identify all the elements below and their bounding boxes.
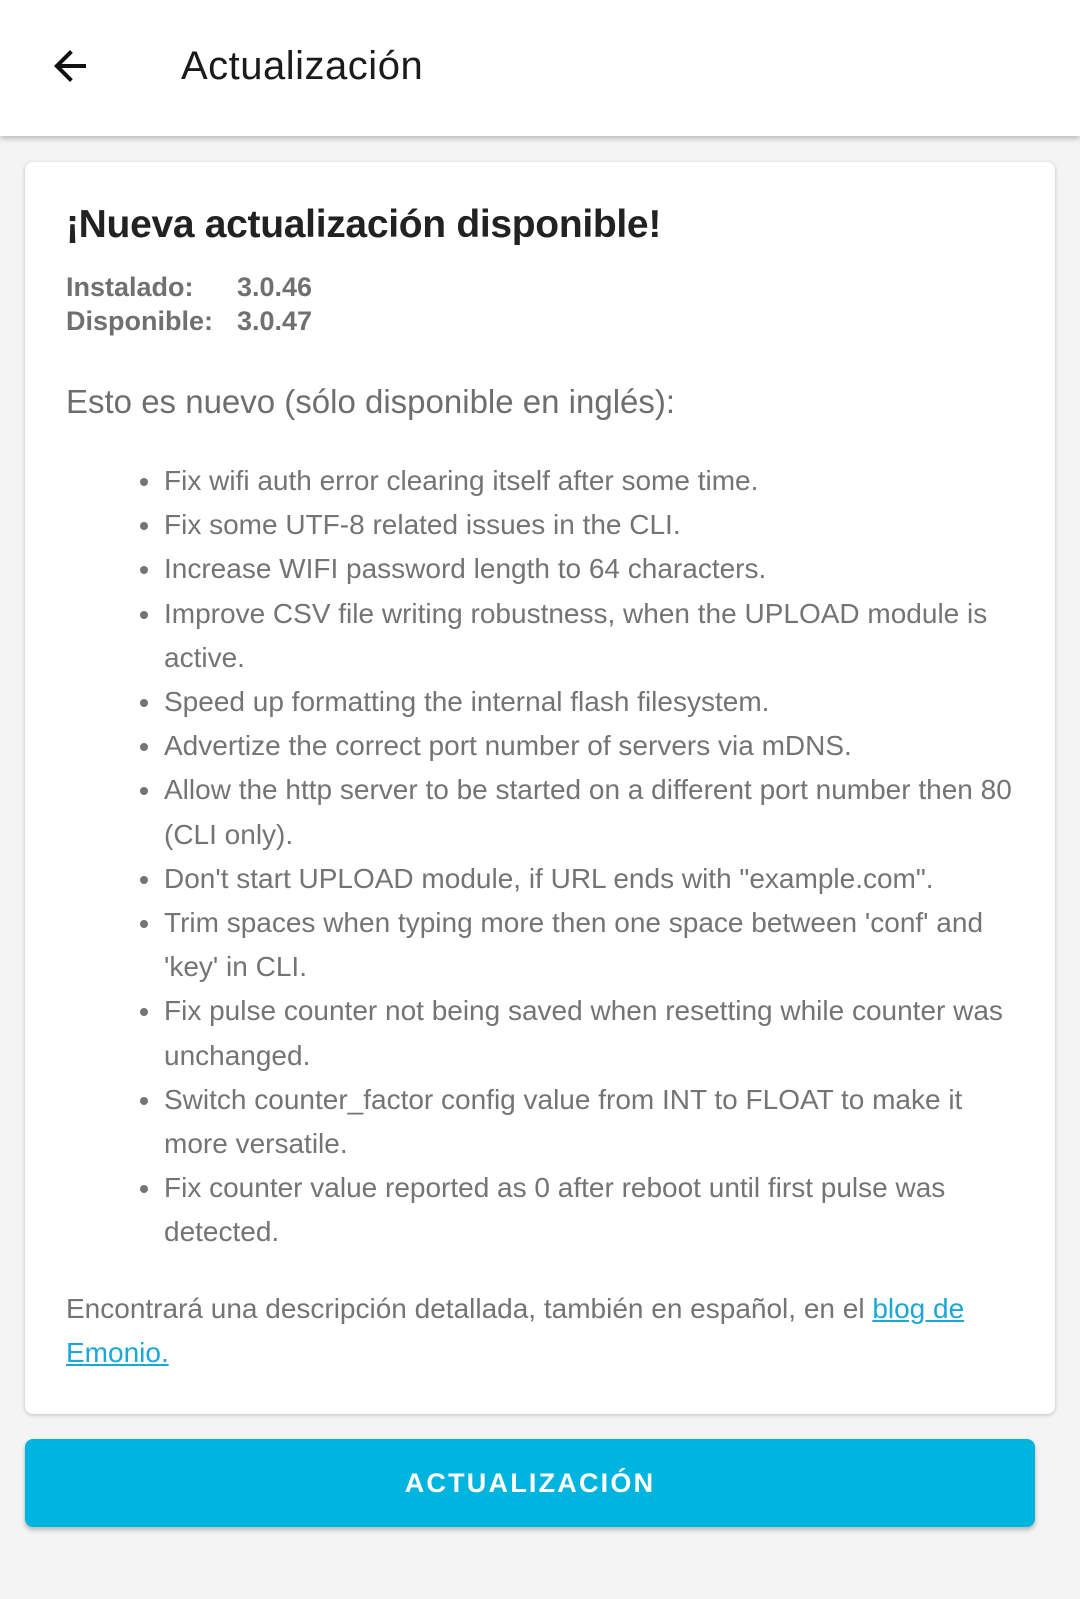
arrow-left-icon [46, 42, 94, 90]
changelog-item: Fix wifi auth error clearing itself after some time. [164, 459, 1014, 503]
changelog-item: Speed up formatting the internal flash filesystem. [164, 680, 1014, 724]
blog-note-text: Encontrará una descripción detallada, también en español, en el [66, 1293, 873, 1324]
changelog-item: Don't start UPLOAD module, if URL ends with "example.com". [164, 857, 1014, 901]
blog-link[interactable]: blog de Emonio. [66, 1293, 965, 1368]
available-value: 3.0.47 [237, 306, 313, 336]
changelog-item: Fix some UTF-8 related issues in the CLI. [164, 503, 1014, 547]
changelog-item: Fix pulse counter not being saved when resetting while counter was unchanged. [164, 989, 1014, 1077]
changelog-item: Fix counter value reported as 0 after reboot until first pulse was detected. [164, 1166, 1014, 1254]
app-bar [0, 0, 1080, 136]
back-button[interactable] [34, 30, 106, 102]
changelog-item: Trim spaces when typing more then one space between 'conf' and 'key' in CLI. [164, 901, 1014, 989]
available-version-row [66, 304, 312, 338]
page-title: Actualización [181, 44, 424, 88]
card-title: ¡Nueva actualización disponible! [66, 203, 662, 246]
update-button[interactable]: ACTUALIZACIÓN [25, 1439, 1035, 1527]
blog-note [66, 1287, 1006, 1375]
changelog-item: Improve CSV file writing robustness, when the UPLOAD module is active. [164, 592, 1014, 680]
installed-version-row [66, 270, 312, 304]
installed-value: 3.0.46 [237, 272, 313, 302]
changelog-item: Advertize the correct port number of servers via mDNS. [164, 724, 1014, 768]
changelog-item: Increase WIFI password length to 64 characters. [164, 547, 1014, 591]
changelog-heading: Esto es nuevo (sólo disponible en inglés): [66, 383, 676, 420]
changelog-item: Allow the http server to be started on a different port number then 80 (CLI only). [164, 768, 1014, 856]
changelog-item: Switch counter_factor config value from INT to FLOAT to make it more versatile. [164, 1078, 1014, 1166]
available-label: Disponible: [66, 306, 213, 336]
installed-label: Instalado: [66, 272, 194, 302]
version-info [66, 270, 312, 338]
changelog-list [164, 459, 1014, 1255]
update-card [25, 162, 1055, 1414]
